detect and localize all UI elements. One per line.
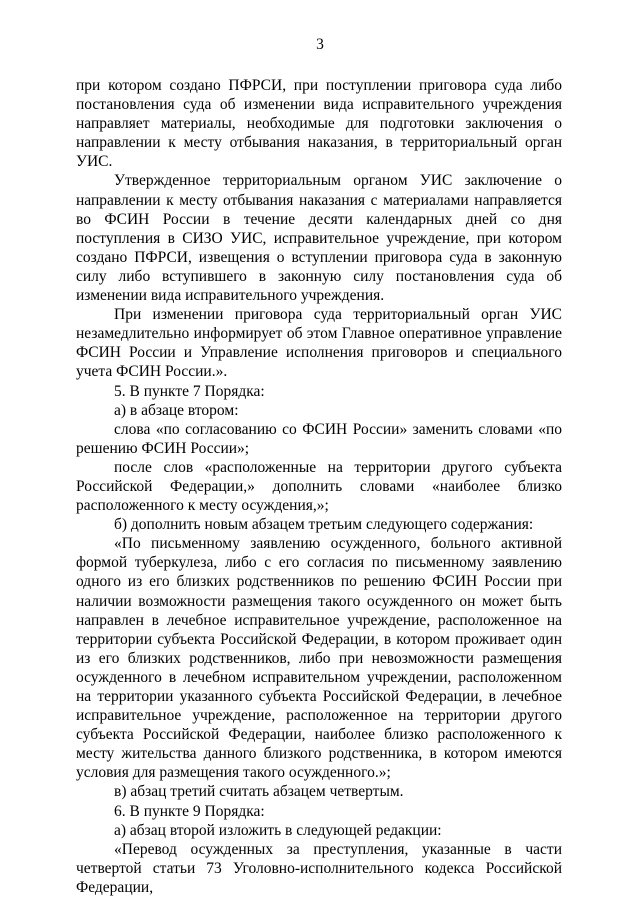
paragraph: при котором создано ПФРСИ, при поступлении приговора суда либо постановления суда об изменении вида исправительного учреждения направляет материалы, необходимые для подготовки заключения о направлении к месту отбывания наказания, в территориальный орган УИС. bbox=[76, 77, 562, 171]
paragraph: «По письменному заявлению осужденного, больного активной формой туберкулеза, либо с его согласия по письменному заявлению одного из его близких родственников по решению ФСИН России при наличии возможности размещения такого осужденного он может быть направлен в лечебное исправительное учреждение, расположенное на территории субъекта Российской Федерации, в котором проживает один из его близких родственников, либо при невозможности размещения осужденного в лечебном исправительном учреждении, расположенном на территории указанного субъекта Российской Федерации, в лечебное исправительное учреждение, расположенное на территории другого субъекта Российской Федерации, наиболее близко расположенного к месту жительства данного близкого родственника, в котором имеются условия для размещения такого осужденного.»; bbox=[76, 535, 562, 782]
paragraph: после слов «расположенные на территории другого субъекта Российской Федерации,» дополнить словами «наиболее близко расположенного к месту осуждения,»; bbox=[76, 458, 562, 515]
paragraph: б) дополнить новым абзацем третьим следующего содержания: bbox=[114, 516, 534, 534]
document-body bbox=[76, 76, 562, 897]
page-number: 3 bbox=[316, 36, 324, 53]
paragraph: Утвержденное территориальным органом УИС заключение о направлении к месту отбывания наказания с материалами направляется во ФСИН России в течение десяти календарных дней со дня поступления в СИЗО УИС, исправительное учреждение, при котором создано ПФРСИ, извещения о вступлении приговора суда в законную силу либо вступившего в законную силу постановления суда об изменении вида исправительного учреждения. bbox=[76, 172, 562, 305]
paragraph: слова «по согласованию со ФСИН России» заменить словами «по решению ФСИН России»; bbox=[76, 420, 562, 457]
paragraph: 6. В пункте 9 Порядка: bbox=[114, 802, 265, 820]
paragraph: «Перевод осужденных за преступления, указанные в части четвертой статьи 73 Уголовно-исполнительного кодекса Российской Федерации, bbox=[76, 840, 562, 896]
paragraph: в) абзац третий считать абзацем четвертым. bbox=[114, 783, 404, 801]
paragraph: 5. В пункте 7 Порядка: bbox=[114, 382, 265, 400]
paragraph: а) абзац второй изложить в следующей редакции: bbox=[114, 821, 442, 839]
paragraph: При изменении приговора суда территориальный орган УИС незамедлительно информирует об этом Главное оперативное управление ФСИН России и Управление исполнения приговоров и специального учета ФСИН России.». bbox=[76, 306, 562, 381]
paragraph: а) в абзаце втором: bbox=[114, 401, 239, 419]
